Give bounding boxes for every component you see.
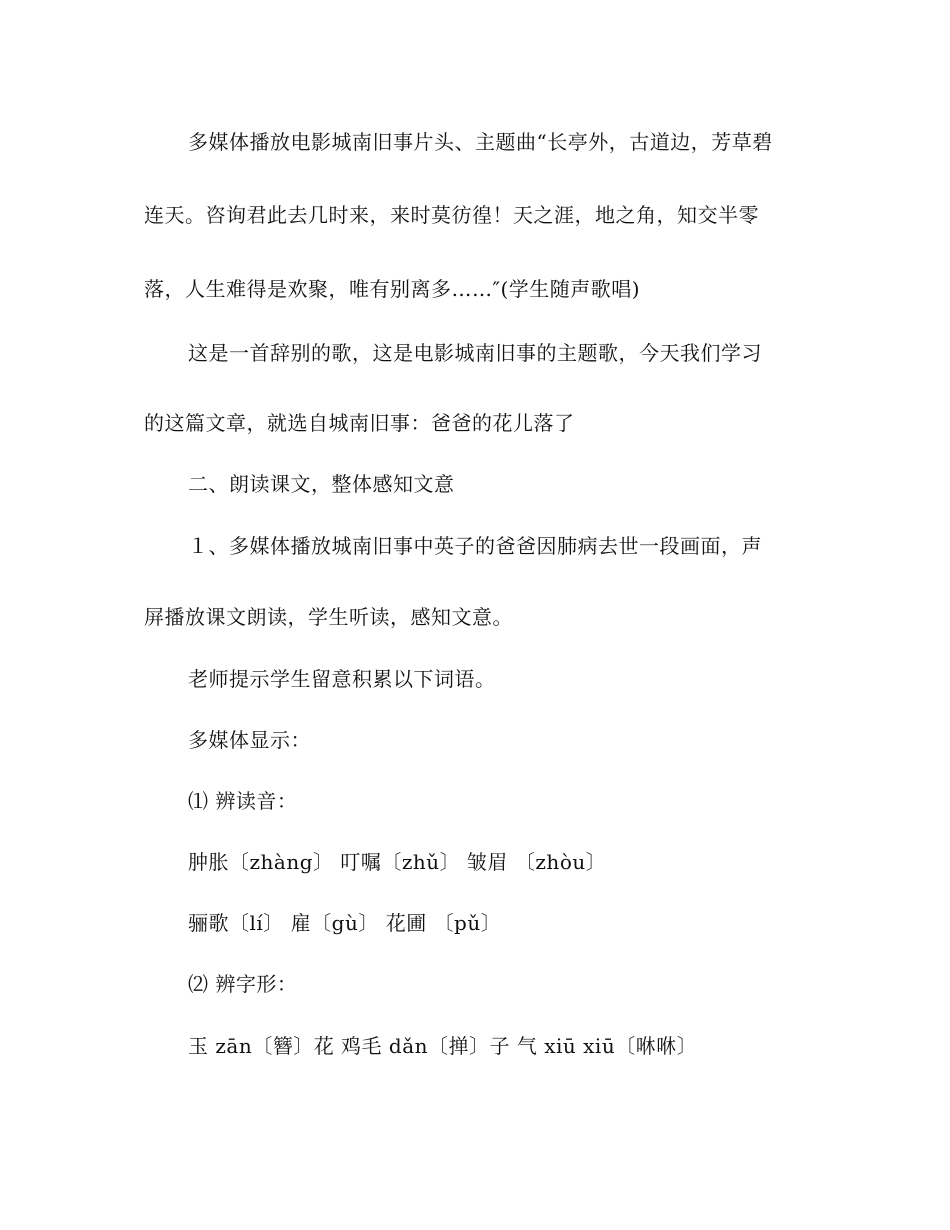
media-display-label: 多媒体显示： bbox=[188, 728, 311, 752]
section-heading: 二、朗读课文，整体感知文意 bbox=[188, 472, 455, 496]
pronunciation-heading: ⑴ 辨读音： bbox=[188, 789, 298, 813]
paragraph-song-line-1: 这是一首辞别的歌，这是电影城南旧事的主题歌，今天我们学习 bbox=[188, 341, 762, 365]
character-form-row: 玉 zān〔簪〕花 鸡毛 dǎn〔掸〕子 气 xiū xiū〔咻咻〕 bbox=[188, 1034, 698, 1058]
paragraph-intro-line-2: 连天。咨询君此去几时来，来时莫彷徨！天之涯，地之角，知交半零 bbox=[144, 203, 759, 227]
step-one-line-2: 屏播放课文朗读，学生听读，感知文意。 bbox=[144, 605, 513, 629]
paragraph-song-line-2: 的这篇文章，就选自城南旧事：爸爸的花儿落了 bbox=[144, 411, 575, 435]
teacher-hint: 老师提示学生留意积累以下词语。 bbox=[188, 667, 496, 691]
character-form-heading: ⑵ 辨字形： bbox=[188, 972, 298, 996]
pronunciation-row-1: 肿胀〔zhàng〕 叮嘱〔zhǔ〕 皱眉 〔zhòu〕 bbox=[188, 850, 607, 874]
step-one-line-1: １、多媒体播放城南旧事中英子的爸爸因肺病去世一段画面，声 bbox=[188, 534, 762, 558]
pronunciation-row-2: 骊歌〔lí〕 雇〔gù〕 花圃 〔pǔ〕 bbox=[188, 911, 502, 935]
paragraph-intro-line-3: 落，人生难得是欢聚，唯有别离多……″(学生随声歌唱) bbox=[144, 277, 641, 301]
paragraph-intro-line-1: 多媒体播放电影城南旧事片头、主题曲“长亭外，古道边，芳草碧 bbox=[188, 130, 773, 154]
